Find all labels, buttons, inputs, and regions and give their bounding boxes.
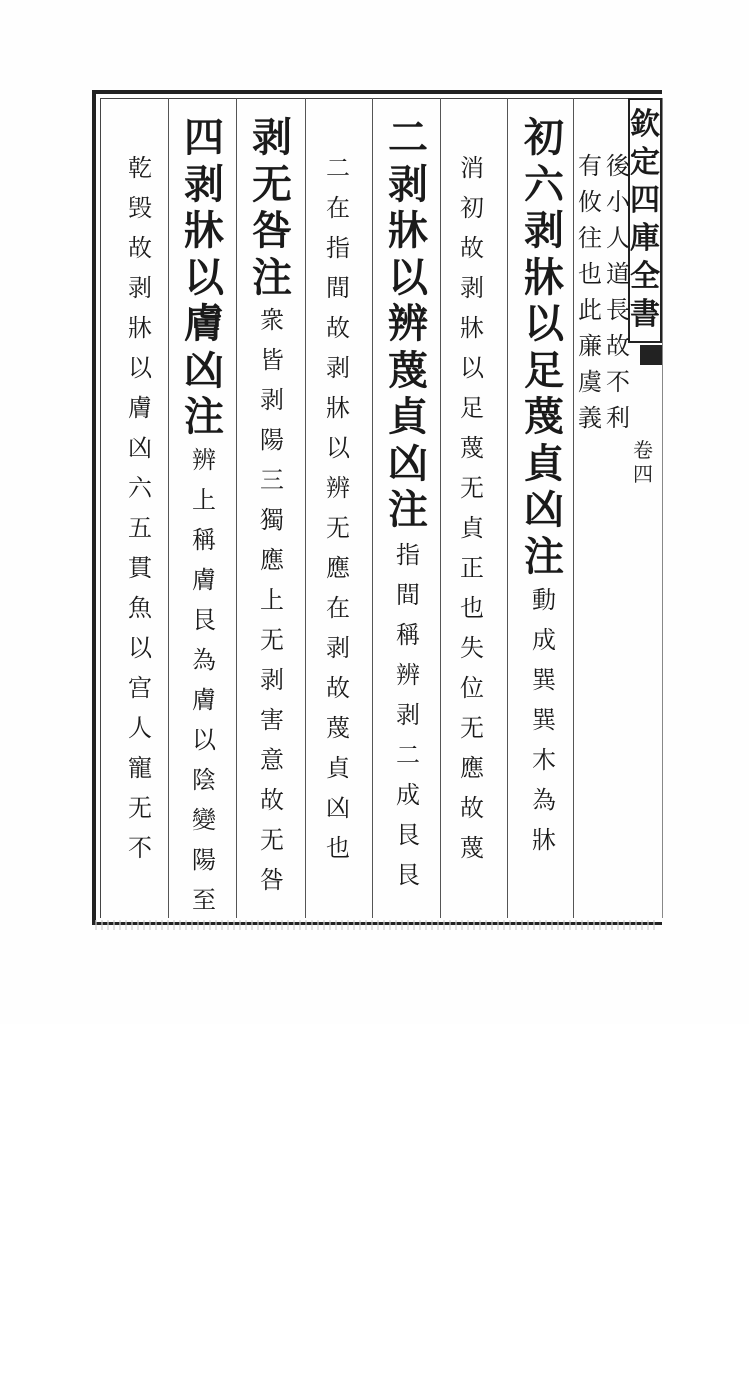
char: 膚 xyxy=(192,686,216,714)
char: 膚 xyxy=(184,300,224,347)
char: 故 xyxy=(326,314,350,342)
char: 在 xyxy=(326,194,350,222)
column-rule xyxy=(168,98,169,918)
char: 動 xyxy=(532,586,556,614)
char: 故 xyxy=(128,234,152,262)
char: 以 xyxy=(524,300,564,347)
title-char: 庫 xyxy=(630,221,660,256)
char: 蔑 xyxy=(524,393,564,440)
annotation-column-3 xyxy=(392,535,424,1335)
char: 魚 xyxy=(128,594,152,622)
char: 小 xyxy=(606,188,630,216)
char: 蔑 xyxy=(388,346,428,394)
char: 凶 xyxy=(184,346,224,394)
char: 害 xyxy=(260,706,284,734)
title-char: 書 xyxy=(630,297,660,332)
char: 變 xyxy=(192,806,216,834)
char: 以 xyxy=(326,434,350,462)
char: 蔑 xyxy=(460,834,484,862)
char: 消 xyxy=(460,154,484,182)
char: 牀 xyxy=(326,394,350,422)
char: 至 xyxy=(192,886,216,914)
char: 牀 xyxy=(128,314,152,342)
char: 故 xyxy=(606,332,630,360)
char: 故 xyxy=(460,234,484,262)
char: 不 xyxy=(128,834,152,862)
char: 巽 xyxy=(532,666,556,694)
char: 四 xyxy=(184,114,224,161)
char: 皆 xyxy=(260,346,284,374)
char: 衆 xyxy=(260,306,284,334)
char: 辨 xyxy=(388,300,428,347)
char: 貞 xyxy=(326,754,350,782)
char: 咎 xyxy=(260,866,284,894)
char: 注 xyxy=(524,532,564,580)
char: 利 xyxy=(606,404,630,432)
char: 牀 xyxy=(532,826,556,854)
char: 亷 xyxy=(578,332,602,360)
char: 間 xyxy=(396,581,420,609)
char: 二 xyxy=(396,741,420,769)
note-column-right xyxy=(606,148,630,436)
annotation-column-5 xyxy=(256,300,288,1100)
char: 凶 xyxy=(128,434,152,462)
char: 咎 xyxy=(252,207,292,254)
char: 牀 xyxy=(388,207,428,254)
char: 後 xyxy=(606,152,630,180)
char: 故 xyxy=(460,794,484,822)
char: 道 xyxy=(606,260,630,288)
char: 長 xyxy=(606,296,630,324)
char: 獨 xyxy=(260,506,284,534)
char: 貞 xyxy=(460,514,484,542)
char: 以 xyxy=(184,253,224,301)
volume-label xyxy=(633,438,653,486)
char: 往 xyxy=(578,224,602,252)
char: 陰 xyxy=(192,766,216,794)
char: 蔑 xyxy=(460,434,484,462)
char: 剥 xyxy=(460,274,484,302)
char: 應 xyxy=(460,754,484,782)
char: 足 xyxy=(524,346,564,394)
char: 陽 xyxy=(192,846,216,874)
char: 二 xyxy=(388,114,428,161)
char: 木 xyxy=(532,746,556,774)
char: 剥 xyxy=(326,354,350,382)
char: 无 xyxy=(252,160,292,208)
char: 初 xyxy=(524,114,564,161)
note-column-left xyxy=(578,148,602,436)
char: 巽 xyxy=(532,706,556,734)
char: 故 xyxy=(326,674,350,702)
fish-tail-mark xyxy=(640,345,662,365)
char: 凶 xyxy=(388,439,428,487)
title-char: 全 xyxy=(630,259,660,294)
column-rule xyxy=(573,98,574,918)
char: 牀 xyxy=(460,314,484,342)
annotation-column-6 xyxy=(188,440,220,1240)
char: 艮 xyxy=(192,606,216,634)
column-rule xyxy=(305,98,306,918)
char: 无 xyxy=(128,794,152,822)
double-line-note xyxy=(578,148,630,436)
char: 五 xyxy=(128,514,152,542)
char: 以 xyxy=(128,354,152,382)
char: 在 xyxy=(326,594,350,622)
char: 人 xyxy=(606,224,630,252)
char: 注 xyxy=(252,253,292,301)
char: 應 xyxy=(326,554,350,582)
char: 足 xyxy=(460,394,484,422)
char: 義 xyxy=(578,404,602,432)
char: 貫 xyxy=(128,554,152,582)
char: 指 xyxy=(396,541,420,569)
page-bottom-edge xyxy=(95,920,655,930)
char: 成 xyxy=(532,626,556,654)
char: 宫 xyxy=(128,674,152,702)
char: 間 xyxy=(326,274,350,302)
column-rule xyxy=(236,98,237,918)
char: 牀 xyxy=(184,207,224,254)
char: 剥 xyxy=(260,666,284,694)
column-rule xyxy=(372,98,373,918)
title-char: 四 xyxy=(630,183,660,218)
char: 也 xyxy=(326,834,350,862)
char: 貞 xyxy=(524,439,564,487)
text-column-2 xyxy=(452,148,492,948)
char: 剥 xyxy=(128,274,152,302)
char: 六 xyxy=(524,160,564,208)
char: 為 xyxy=(532,786,556,814)
char: 成 xyxy=(396,781,420,809)
annotation-column-1 xyxy=(528,580,560,1380)
char: 位 xyxy=(460,674,484,702)
char: 失 xyxy=(460,634,484,662)
char: 注 xyxy=(184,393,224,440)
char: 攸 xyxy=(578,188,602,216)
char: 剥 xyxy=(388,160,428,208)
char: 意 xyxy=(260,746,284,774)
char: 以 xyxy=(192,726,216,754)
char: 膚 xyxy=(192,566,216,594)
char: 虞 xyxy=(578,368,602,396)
char: 凶 xyxy=(326,794,350,822)
char: 毁 xyxy=(128,194,152,222)
char: 无 xyxy=(260,826,284,854)
book-title-margin xyxy=(628,98,662,343)
char: 牀 xyxy=(524,253,564,301)
char: 上 xyxy=(192,486,216,514)
char: 指 xyxy=(326,234,350,262)
char: 剥 xyxy=(396,701,420,729)
char: 不 xyxy=(606,368,630,396)
text-column-7 xyxy=(120,148,160,948)
char: 故 xyxy=(260,786,284,814)
char: 凶 xyxy=(524,486,564,533)
char: 剥 xyxy=(260,386,284,414)
char: 以 xyxy=(460,354,484,382)
char: 辨 xyxy=(192,446,216,474)
title-char: 定 xyxy=(630,145,660,180)
volume-char: 卷 xyxy=(633,438,653,462)
char: 稱 xyxy=(396,621,420,649)
char: 艮 xyxy=(396,861,420,889)
char: 有 xyxy=(578,152,602,180)
char: 剥 xyxy=(252,114,292,161)
text-column-4 xyxy=(318,148,358,948)
char: 為 xyxy=(192,646,216,674)
char: 剥 xyxy=(184,160,224,208)
char: 辨 xyxy=(396,661,420,689)
char: 剥 xyxy=(326,634,350,662)
char: 以 xyxy=(128,634,152,662)
char: 辨 xyxy=(326,474,350,502)
char: 无 xyxy=(460,714,484,742)
char: 初 xyxy=(460,194,484,222)
char: 艮 xyxy=(396,821,420,849)
char: 陽 xyxy=(260,426,284,454)
char: 也 xyxy=(578,260,602,288)
char: 稱 xyxy=(192,526,216,554)
char: 人 xyxy=(128,714,152,742)
char: 二 xyxy=(326,154,350,182)
char: 无 xyxy=(460,474,484,502)
char: 六 xyxy=(128,474,152,502)
char: 无 xyxy=(260,626,284,654)
volume-char: 四 xyxy=(633,462,653,486)
char: 此 xyxy=(578,296,602,324)
char: 應 xyxy=(260,546,284,574)
char: 乾 xyxy=(128,154,152,182)
char: 寵 xyxy=(128,754,152,782)
char: 上 xyxy=(260,586,284,614)
column-rule xyxy=(507,98,508,918)
char: 三 xyxy=(260,466,284,494)
char: 剥 xyxy=(524,207,564,254)
column-rule xyxy=(440,98,441,918)
char: 貞 xyxy=(388,393,428,440)
char: 蔑 xyxy=(326,714,350,742)
char: 以 xyxy=(388,253,428,301)
char: 注 xyxy=(388,486,428,533)
char: 膚 xyxy=(128,394,152,422)
title-char: 欽 xyxy=(630,107,660,142)
char: 正 xyxy=(460,554,484,582)
page-right-edge xyxy=(662,98,663,918)
char: 无 xyxy=(326,514,350,542)
char: 也 xyxy=(460,594,484,622)
